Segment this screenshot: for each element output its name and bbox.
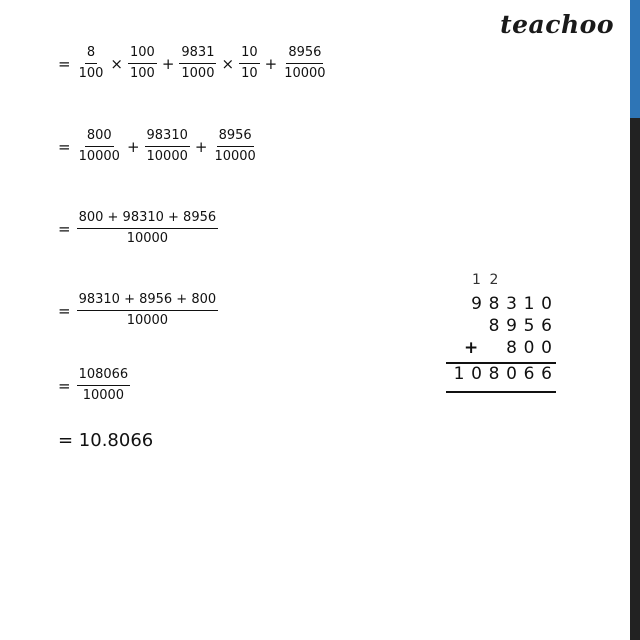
sum-digit: 0 <box>471 364 482 384</box>
column-addition <box>446 272 556 386</box>
operator: × <box>110 54 123 73</box>
equals-sign: = <box>58 219 71 238</box>
sum-line-bottom <box>446 391 556 393</box>
denominator: 10000 <box>78 149 120 164</box>
addend-digit: 0 <box>523 338 535 358</box>
denominator: 10000 <box>146 149 188 164</box>
sum-row <box>446 364 556 386</box>
addend-digit: 6 <box>541 316 552 336</box>
carry-row <box>446 272 556 294</box>
numerator: 98310 <box>145 128 190 147</box>
numerator: 8956 <box>286 45 323 64</box>
numerator: 9831 <box>179 45 216 64</box>
equals-sign: = <box>58 301 71 320</box>
addend-digit: 0 <box>541 294 552 314</box>
fraction <box>77 45 106 82</box>
fraction <box>212 128 257 165</box>
fraction <box>239 45 260 82</box>
equation-step <box>58 210 220 247</box>
equation-step <box>58 128 260 165</box>
operator: + <box>161 54 175 73</box>
denominator: 1000 <box>181 66 215 81</box>
numerator: 98310 + 8956 + 800 <box>77 292 219 311</box>
addend-digit: 8 <box>488 316 500 336</box>
addend-digit: 9 <box>506 316 517 336</box>
numerator: 800 + 98310 + 8956 <box>77 210 219 229</box>
fraction <box>77 292 219 329</box>
sum-digit: 0 <box>506 364 517 384</box>
numerator: 8956 <box>217 128 254 147</box>
addend-digit: 1 <box>523 294 535 314</box>
carry-digit: 1 <box>472 272 481 288</box>
sum-digit: 6 <box>541 364 552 384</box>
teachoo-logo: teachoo <box>500 10 614 39</box>
addend-digit: 8 <box>506 338 517 358</box>
fraction <box>179 45 216 82</box>
addend-digit: 9 <box>471 294 482 314</box>
denominator: 10000 <box>214 149 256 164</box>
equation-step <box>58 367 132 404</box>
equation-step <box>58 45 330 82</box>
denominator: 100 <box>129 66 155 81</box>
addend-digit: 8 <box>488 294 500 314</box>
addend-digit: 3 <box>506 294 517 314</box>
addend-row-1 <box>446 294 556 316</box>
equals-sign: = <box>58 54 71 73</box>
denominator: 10000 <box>82 388 125 403</box>
fraction <box>77 367 131 404</box>
equals-sign: = <box>58 376 71 395</box>
fraction <box>77 210 219 247</box>
final-answer: = 10.8066 <box>58 430 154 451</box>
operator: + <box>194 137 208 156</box>
sum-digit: 1 <box>453 364 465 384</box>
addend-digit: 5 <box>523 316 535 336</box>
fraction <box>145 128 190 165</box>
denominator: 10000 <box>126 231 169 246</box>
operator: + <box>126 137 140 156</box>
denominator: 100 <box>78 66 104 81</box>
operator: + <box>264 54 278 73</box>
equation-step <box>58 292 220 329</box>
fraction <box>282 45 327 82</box>
addend-digit: 0 <box>541 338 552 358</box>
denominator: 10 <box>241 66 258 81</box>
sum-digit: 6 <box>523 364 535 384</box>
numerator: 100 <box>128 45 157 64</box>
operator: × <box>221 54 235 73</box>
equals-sign: = <box>58 137 71 156</box>
carry-digit: 2 <box>489 272 499 288</box>
fraction <box>77 128 122 165</box>
addend-row-2 <box>446 316 556 338</box>
numerator: 108066 <box>77 367 131 386</box>
numerator: 800 <box>85 128 114 147</box>
addend-row-3 <box>446 338 556 360</box>
denominator: 10000 <box>126 313 169 328</box>
sum-digit: 8 <box>488 364 500 384</box>
sidebar-accent <box>630 0 640 118</box>
numerator: 10 <box>239 45 260 64</box>
plus-operator: + <box>464 338 479 358</box>
fraction <box>128 45 157 82</box>
numerator: 8 <box>85 45 97 64</box>
denominator: 10000 <box>284 66 326 81</box>
